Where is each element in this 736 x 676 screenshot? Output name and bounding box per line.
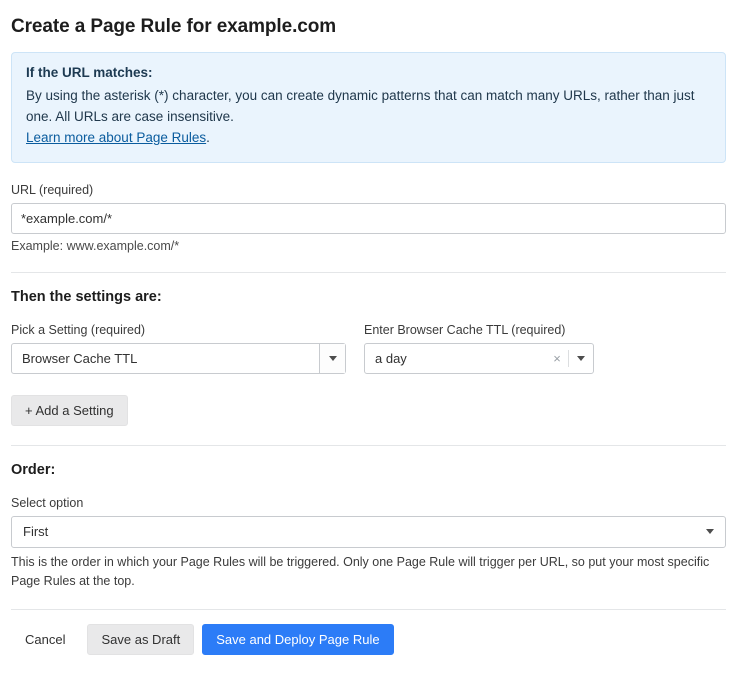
chevron-down-icon[interactable] [695, 529, 725, 534]
page-title: Create a Page Rule for example.com [11, 16, 337, 37]
ttl-value: a day [375, 350, 407, 366]
settings-heading: Then the settings are: [11, 288, 162, 305]
caret-shape [577, 356, 585, 361]
callout-body [26, 86, 711, 149]
url-field-group [11, 183, 726, 253]
divider-settings [11, 272, 726, 273]
order-select[interactable] [11, 516, 726, 548]
order-heading: Order: [11, 461, 56, 478]
order-hint: This is the order in which your Page Rules will be triggered. Only one Page Rule will trigger per URL, so put your most specific Page Rules at the top. [11, 554, 710, 588]
divider-order [11, 445, 726, 446]
learn-more-page-rules-link[interactable]: Learn more about Page Rules [26, 129, 207, 145]
order-group [11, 496, 726, 591]
url-field-hint: Example: www.example.com/* [11, 238, 180, 253]
settings-row [11, 323, 726, 374]
add-setting-button[interactable]: + Add a Setting [11, 395, 128, 426]
callout-description: By using the asterisk (*) character, you can create dynamic patterns that can match many URLs, rather than just one. All URLs are case insensitive. [26, 88, 695, 124]
add-setting-wrap [11, 395, 726, 426]
order-value: First [23, 524, 49, 540]
clear-icon[interactable]: × [553, 350, 561, 366]
ttl-group [364, 323, 594, 374]
form-actions [11, 624, 726, 655]
cancel-button[interactable]: Cancel [11, 624, 79, 655]
caret-shape [329, 356, 337, 361]
divider-footer [11, 609, 726, 610]
url-field-label: URL (required) [11, 182, 94, 197]
callout-link-suffix: . [206, 129, 210, 145]
pick-setting-select[interactable] [11, 343, 346, 374]
order-select-label: Select option [11, 495, 84, 510]
save-and-deploy-button[interactable]: Save and Deploy Page Rule [202, 624, 393, 655]
url-input[interactable] [11, 203, 726, 234]
ttl-select[interactable] [364, 343, 594, 374]
pick-setting-group [11, 323, 346, 374]
ttl-label: Enter Browser Cache TTL (required) [364, 322, 566, 337]
chevron-down-icon[interactable] [569, 356, 593, 361]
chevron-down-icon[interactable] [319, 344, 345, 373]
caret-shape [706, 529, 714, 534]
save-as-draft-button[interactable]: Save as Draft [87, 624, 194, 655]
pick-setting-value: Browser Cache TTL [22, 350, 138, 366]
pick-setting-label: Pick a Setting (required) [11, 322, 146, 337]
url-matches-callout [11, 52, 726, 163]
callout-title: If the URL matches: [26, 65, 153, 80]
